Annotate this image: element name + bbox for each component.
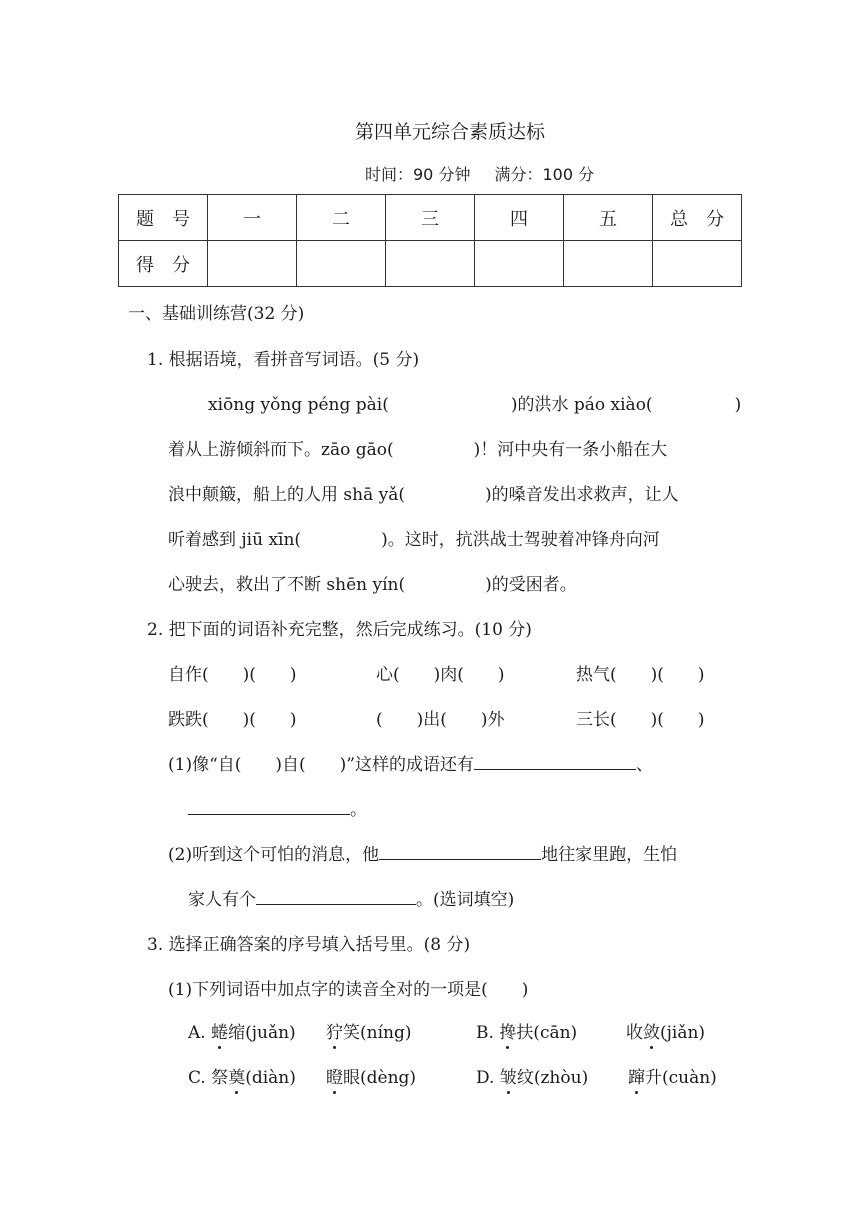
page-title: 第四单元综合素质达标 [354,121,545,143]
dotted-char: 搀 [499,1018,516,1043]
text: (1)像“自( )自( )”这样的成语还有 [168,755,474,775]
q2-word[interactable]: 自作( )( ) [168,665,297,685]
text: )的嗓音发出求救声，让人 [485,485,679,505]
q2-sub2 [168,840,677,865]
header-cell: 二 [297,195,386,241]
text: )。这时，抗洪战士驾驶着冲锋舟向河 [381,530,660,550]
time-limit: 时间：90 分钟 [365,165,471,184]
q2-sub2-cont [188,885,514,910]
dotted-char: 瞪 [326,1063,343,1088]
option-c[interactable] [188,1063,296,1088]
score-cell[interactable] [386,241,475,287]
q3-stem: 3. 选择正确答案的序号填入括号里。(8 分) [147,935,471,955]
q2-sub1-cont [188,795,367,820]
full-score: 满分：100 分 [494,165,595,184]
score-cell[interactable] [297,241,386,287]
option-b-word2 [626,1018,705,1043]
option-a[interactable] [188,1018,296,1043]
option-b[interactable] [476,1018,577,1043]
header-cell: 三 [386,195,475,241]
q3-sub1: (1)下列词语中加点字的读音全对的一项是( ) [168,980,529,1000]
score-cell[interactable] [653,241,742,287]
score-cell[interactable] [208,241,297,287]
q1-line5 [168,570,577,595]
option-label: C. [188,1068,206,1088]
row-label: 得 分 [119,241,208,287]
text: 扶(cān) [516,1023,578,1043]
text: 家人有个 [188,890,256,910]
text: 纹(zhòu) [516,1068,589,1088]
dotted-char: 蹿 [628,1063,645,1088]
dotted-char: 皱 [500,1063,517,1088]
score-table-header-row [119,195,742,241]
option-d-word2 [628,1063,717,1088]
text: ) [734,395,742,415]
text: (jiǎn) [660,1023,706,1043]
section-heading: 一、基础训练营(32 分) [128,304,305,324]
score-cell[interactable] [475,241,564,287]
score-table [118,194,742,287]
dotted-char: 蜷 [211,1018,228,1043]
q2-word[interactable]: 心( )肉( ) [376,665,505,685]
option-label: B. [476,1023,494,1043]
option-a-word2 [326,1018,411,1043]
header-cell: 题 号 [119,195,208,241]
text: (2)听到这个可怕的消息，他 [168,845,380,865]
q2-stem: 2. 把下面的词语补充完整，然后完成练习。(10 分) [147,620,532,640]
option-label: A. [188,1023,206,1043]
header-cell: 总 分 [653,195,742,241]
q1-line4 [168,525,660,550]
score-cell[interactable] [564,241,653,287]
text: 。(选词填空) [416,890,515,910]
text: )的洪水 páo xiào( [510,395,653,415]
time-info [365,162,594,185]
text: 祭 [211,1068,229,1088]
q1-stem: 1. 根据语境，看拼音写词语。(5 分) [147,350,420,370]
text: 缩(juǎn) [228,1023,296,1043]
option-c-word2 [326,1063,416,1088]
answer-line[interactable] [256,903,416,905]
text: 笑(níng) [343,1023,412,1043]
text: 着从上游倾斜而下。zāo gāo( [168,440,394,460]
header-cell: 五 [564,195,653,241]
text: 地往家里跑，生怕 [541,845,678,865]
text: 。 [350,800,367,820]
dotted-char: 奠 [228,1063,245,1088]
text: xiōng yǒng péng pài( [208,395,389,415]
header-cell: 一 [208,195,297,241]
text: 浪中颠簸，船上的人用 shā yǎ( [168,485,405,505]
q2-word[interactable]: ( )出( )外 [376,710,505,730]
q2-word[interactable]: 三长( )( ) [576,710,705,730]
q1-line1 [208,390,741,415]
text: 收 [626,1023,643,1043]
q1-line3 [168,480,679,505]
q1-line2 [168,435,667,460]
text: 升(cuàn) [645,1068,717,1088]
option-label: D. [476,1068,495,1088]
dotted-char: 狞 [326,1018,343,1043]
q2-sub1 [168,750,653,775]
answer-line[interactable] [188,813,350,815]
q2-word[interactable]: 热气( )( ) [576,665,705,685]
text: 、 [636,755,653,775]
text: 眼(dèng) [343,1068,417,1088]
text: )！河中央有一条小船在大 [473,440,668,460]
answer-line[interactable] [379,858,541,860]
dotted-char: 敛 [643,1018,660,1043]
option-d[interactable] [476,1063,588,1088]
text: )的受困者。 [485,575,577,595]
header-cell: 四 [475,195,564,241]
score-table-score-row [119,241,742,287]
answer-line[interactable] [474,768,636,770]
q2-word[interactable]: 跌跌( )( ) [168,710,297,730]
text: 听着感到 jiū xīn( [168,530,302,550]
text: (diàn) [245,1068,296,1088]
text: 心驶去，救出了不断 shēn yín( [168,575,406,595]
